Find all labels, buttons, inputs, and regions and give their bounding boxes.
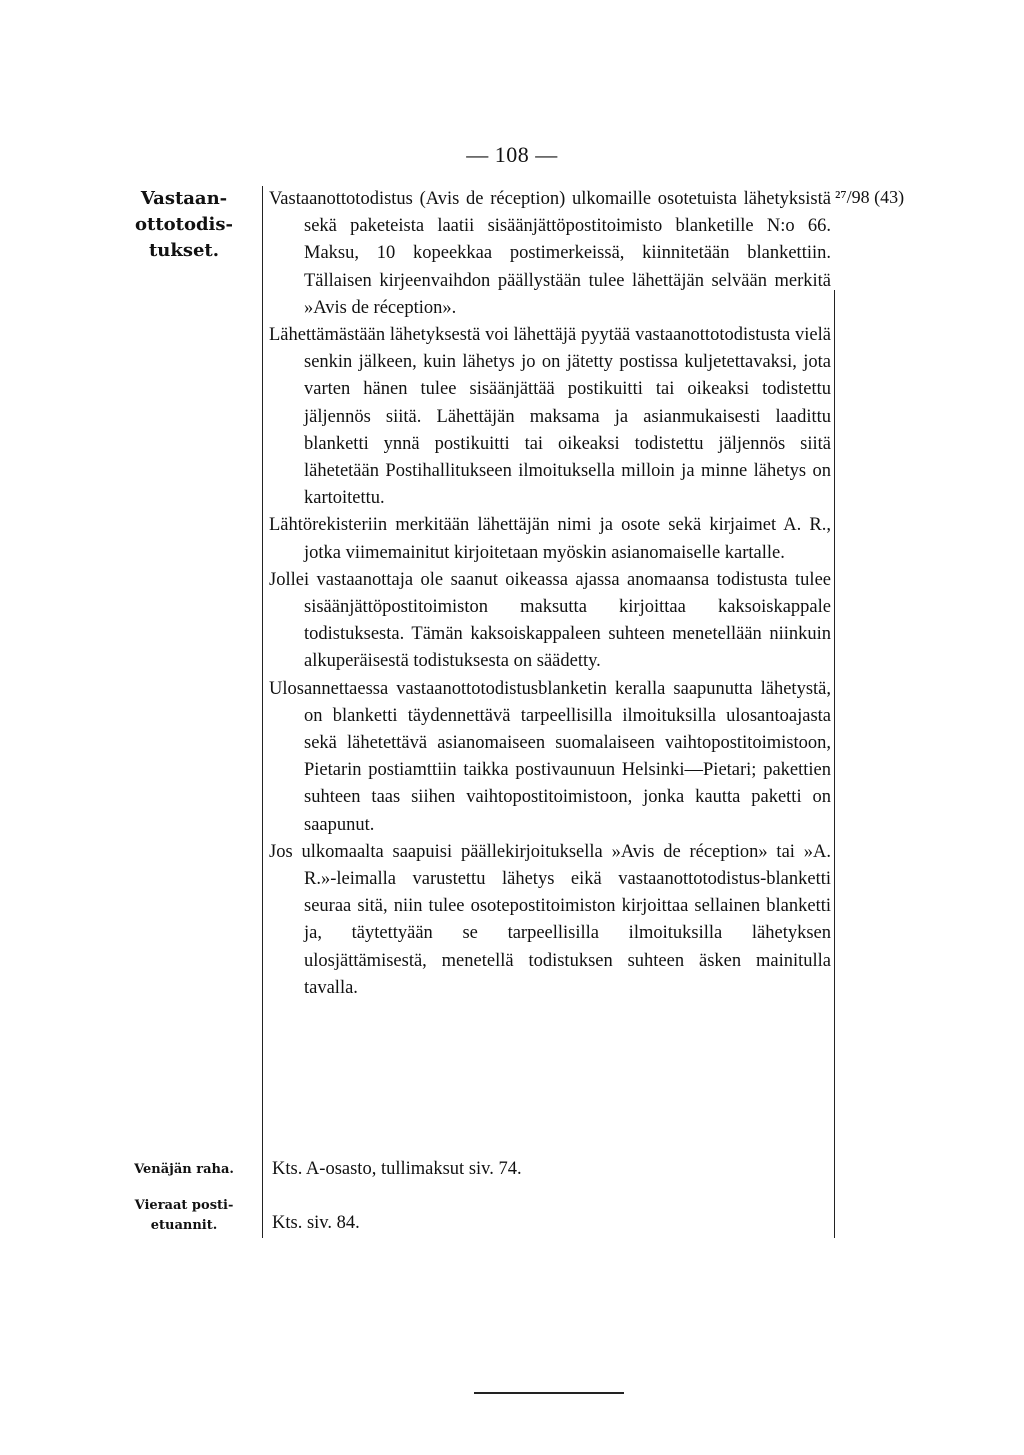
paragraph: Ulosannettaessa vastaanottotodistusblanketin keralla saapunutta lähetystä, on blanketti täydennettävä tarpeellisilla ilmoituksilla ulosantoajasta sekä lähetettävä asianomaiseen suomalaiseen vaihtopostitoimistoon, Pietarin postiamttiin taikka postivaunuun Helsinki—Pietari; pakettien suhteen taas siihen vaihtopostitoimistoon, jonka kautta paketti on saapunut. [269, 678, 831, 835]
margin-heading-receipts [108, 186, 260, 264]
margin-heading-line: tukset. [148, 240, 220, 261]
russian-money-text: Kts. A-osasto, tullimaksut siv. 74. [272, 1159, 522, 1179]
reference-number: ²⁷/98 (43) [835, 187, 905, 207]
margin-heading-russian-money: Venäjän raha. [134, 1162, 234, 1177]
footer-divider [474, 1392, 624, 1394]
paragraph: Jollei vastaanottaja ole saanut oikeassa ajassa anomaansa todistusta tulee sisäänjättöpostitoimiston maksutta kirjoittaa kaksoiskappale todistuksesta. Tämän kaksoiskappaleen suhteen menetellään niinkuin alkuperäisestä todistuksesta on säädetty. [269, 569, 831, 672]
margin-heading-foreign-postal [108, 1196, 260, 1236]
foreign-postal-text: Kts. siv. 84. [272, 1213, 360, 1233]
main-text [269, 186, 831, 1002]
paragraph: Jos ulkomaalta saapuisi päällekirjoituksella »Avis de réception» tai »A. R.»-leimalla varustettu lähetys eikä vastaanottotodistus-blanketti seuraa sitä, niin tulee osotepostitoimiston kirjoittaa sellainen blanketti ja, täytettyään se tarpeellisilla ilmoituksilla lähetyksen ulosjättämisestä, menetellä todistuksen suhteen äsken mainitulla tavalla. [269, 841, 831, 998]
margin-heading-line: etuannit. [150, 1218, 218, 1233]
margin-rule [262, 186, 263, 1238]
paragraph: Lähettämästään lähetyksestä voi lähettäjä pyytää vastaanottotodistusta vielä senkin jälkeen, kuin lähetys jo on jätetty postissa kuljetettavaksi, jota varten hänen tulee sisäänjättää postikuitti tai oikeaksi todistettu jäljennös siitä. Lähettäjän maksama ja asianmukaisesti laadittu blanketti ynnä postikuitti tai oikeaksi todistettu jäljennös siitä lähetetään Postihallitukseen ilmoituksella milloin ja minne lähetys on kartoitettu. [269, 325, 831, 509]
right-rule [834, 290, 835, 1238]
margin-heading-line: ottotodis- [135, 214, 233, 235]
paragraph: Vastaanottotodistus (Avis de réception) ulkomaille osotetuista lähetyksistä sekä paketeista laatii sisäänjättöpostitoimisto blanketille N:o 66. Maksu, 10 kopeekkaa postimerkeissä, kiinnitetään blankettiin. Tällaisen kirjeenvaihdon päällystään tulee lähettäjän selvään merkitä »Avis de réception». [269, 189, 831, 318]
margin-heading-line: Vastaan- [140, 188, 228, 209]
page-number: — 108 — [466, 142, 558, 167]
margin-heading-line: Vieraat posti- [134, 1198, 234, 1213]
paragraph: Lähtörekisteriin merkitään lähettäjän nimi ja osote sekä kirjaimet A. R., jotka viimemainitut kirjoitetaan myöskin asianomaiselle kartalle. [269, 515, 831, 563]
